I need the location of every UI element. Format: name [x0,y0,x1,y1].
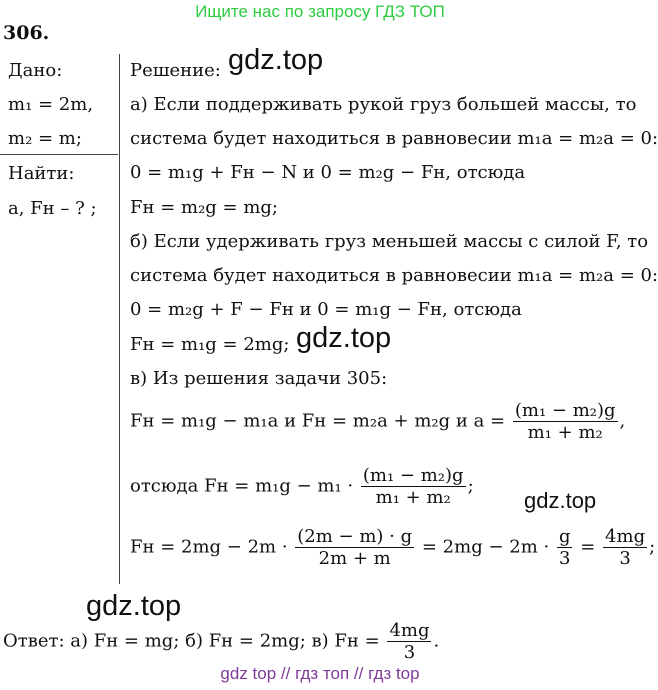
solution-line: а) Если поддерживать рукой груз большей массы, то [130,94,637,115]
eq2-numerator: (m₁ − m₂)g [362,465,464,486]
solution-line: Fн = m₂g = mg; [130,197,278,218]
eq2-fraction [361,465,466,508]
eq1-tail: , [619,410,626,432]
eq1-denominator: m₁ + m₂ [527,422,603,443]
watermark: gdz.top [86,590,182,622]
given-divider [0,154,118,155]
eq3-denominator-1: 2m + m [318,548,391,569]
solution-line: 0 = m₂g + F − Fн и 0 = m₁g − Fн, отсюда [130,299,522,320]
answer [3,620,439,663]
eq3-numerator-3: 4mg [605,526,646,547]
solution-line: Fн = m₁g = 2mg; [130,334,290,355]
eq1-left: Fн = m₁g − m₁a и Fн = m₂a + m₂g и a = [130,410,506,432]
problem-number: 306. [3,22,50,44]
answer-denominator: 3 [403,642,416,663]
eq2-denominator: m₁ + m₂ [375,487,451,508]
solution-line: система будет находиться в равновесии m₁a = m₂a = 0: [130,265,658,286]
watermark: gdz.top [296,322,392,354]
answer-left: Ответ: а) Fн = mg; б) Fн = 2mg; в) Fн = [3,630,380,652]
watermark: gdz.top [524,488,597,513]
equation-3 [130,526,655,569]
answer-tail: . [433,630,440,652]
solution-line: в) Из решения задачи 305: [130,368,388,389]
eq3-denominator-3: 3 [619,548,631,569]
watermark: gdz.top [228,44,324,76]
answer-fraction [387,620,431,663]
eq3-fraction-2 [557,526,573,569]
eq3-left: Fн = 2mg − 2m · [130,536,288,558]
given-line-2: m₂ = m; [8,128,82,149]
eq1-numerator: (m₁ − m₂)g [514,400,616,421]
eq3-fraction-1 [295,526,414,569]
eq3-denominator-2: 3 [558,548,571,569]
eq1-fraction [513,400,618,443]
solution-header: Решение: [130,60,221,81]
eq3-equals: = [580,536,596,558]
eq3-mid: = 2mg − 2m · [421,536,550,558]
eq3-numerator-2: g [558,526,571,547]
answer-numerator: 4mg [389,620,430,641]
given-line-1: m₁ = 2m, [8,94,94,115]
equation-1 [130,400,625,443]
eq2-left: отсюда Fн = m₁g − m₁ · [130,475,354,497]
equation-2 [130,465,474,508]
eq3-tail: ; [649,536,656,558]
find-line: a, Fн – ? ; [8,198,97,219]
column-divider [119,54,120,584]
eq3-numerator-1: (2m − m) · g [297,526,413,547]
search-banner: Ищите нас по запросу ГДЗ ТОП [195,2,445,21]
solution-line: система будет находиться в равновесии m₁a = m₂a = 0: [130,128,658,149]
eq3-fraction-3 [603,526,647,569]
footer-links: gdz top // гдз топ // гдз top [220,664,420,683]
eq2-tail: ; [467,475,474,497]
solution-line: 0 = m₁g + Fн − N и 0 = m₂g − Fн, отсюда [130,162,526,183]
given-header: Дано: [8,60,63,81]
solution-line: б) Если удерживать груз меньшей массы с силой F, то [130,231,649,252]
find-header: Найти: [8,163,75,184]
